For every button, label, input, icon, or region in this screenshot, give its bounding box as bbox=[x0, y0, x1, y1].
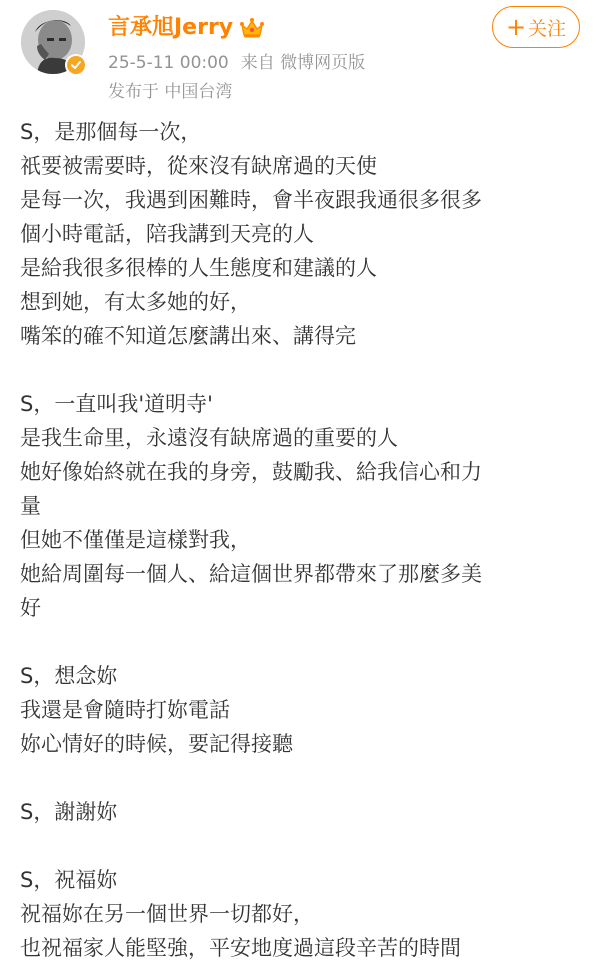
post-meta bbox=[108, 51, 365, 75]
post-text-line: S，是那個每一次， bbox=[20, 120, 202, 144]
avatar[interactable] bbox=[21, 10, 85, 74]
post-text-line: 量 bbox=[20, 494, 41, 518]
post-text-line: 是我生命里，永遠沒有缺席過的重要的人 bbox=[20, 426, 398, 450]
vip-crown-icon[interactable] bbox=[239, 17, 265, 39]
post-text-line bbox=[20, 625, 585, 659]
post-text-line bbox=[20, 761, 585, 795]
post-text-line: S，謝謝妳 bbox=[20, 800, 118, 824]
post-text-line bbox=[20, 829, 585, 863]
plus-icon: + bbox=[505, 13, 527, 41]
follow-button[interactable] bbox=[492, 6, 580, 48]
post-text-line: S，一直叫我'道明寺' bbox=[20, 392, 213, 416]
post-text-line: S，想念妳 bbox=[20, 664, 118, 688]
post-text-line bbox=[20, 353, 585, 387]
post-text-line: 祇要被需要時，從來沒有缺席過的天使 bbox=[20, 154, 377, 178]
post-text-line: 也祝福家人能堅強，平安地度過這段辛苦的時間 bbox=[20, 936, 461, 960]
username-row bbox=[108, 12, 265, 44]
post-timestamp: 25-5-11 00:00 bbox=[108, 53, 229, 73]
post-text-line: 祝福妳在另一個世界一切都好， bbox=[20, 902, 314, 926]
post-text-line: 想到她，有太多她的好， bbox=[20, 290, 251, 314]
post-text-line: 好 bbox=[20, 596, 41, 620]
post-text-line: S，祝福妳 bbox=[20, 868, 118, 892]
post-text-line: 嘴笨的確不知道怎麼講出來、講得完 bbox=[20, 324, 356, 348]
post-content bbox=[20, 115, 585, 965]
post-text-line: 個小時電話，陪我講到天亮的人 bbox=[20, 222, 314, 246]
post-location: 发布于 中国台湾 bbox=[108, 82, 233, 102]
follow-label: 关注 bbox=[528, 17, 567, 40]
post-text-line: 但她不僅僅是這樣對我， bbox=[20, 528, 251, 552]
post-text-line: 是給我很多很棒的人生態度和建議的人 bbox=[20, 256, 377, 280]
verified-badge-icon bbox=[65, 54, 87, 76]
post-source: 来自 微博网页版 bbox=[240, 53, 366, 73]
post-text-line: 她給周圍每一個人、給這個世界都帶來了那麼多美 bbox=[20, 562, 482, 586]
post-text-line: 妳心情好的時候，要記得接聽 bbox=[20, 732, 293, 756]
username[interactable]: 言承旭Jerry bbox=[108, 15, 234, 40]
post-text-line: 她好像始終就在我的身旁，鼓勵我、給我信心和力 bbox=[20, 460, 482, 484]
post-header bbox=[0, 0, 600, 108]
post-text-line: 是每一次，我遇到困難時，會半夜跟我通很多很多 bbox=[20, 188, 482, 212]
post-text-line: 我還是會隨時打妳電話 bbox=[20, 698, 230, 722]
